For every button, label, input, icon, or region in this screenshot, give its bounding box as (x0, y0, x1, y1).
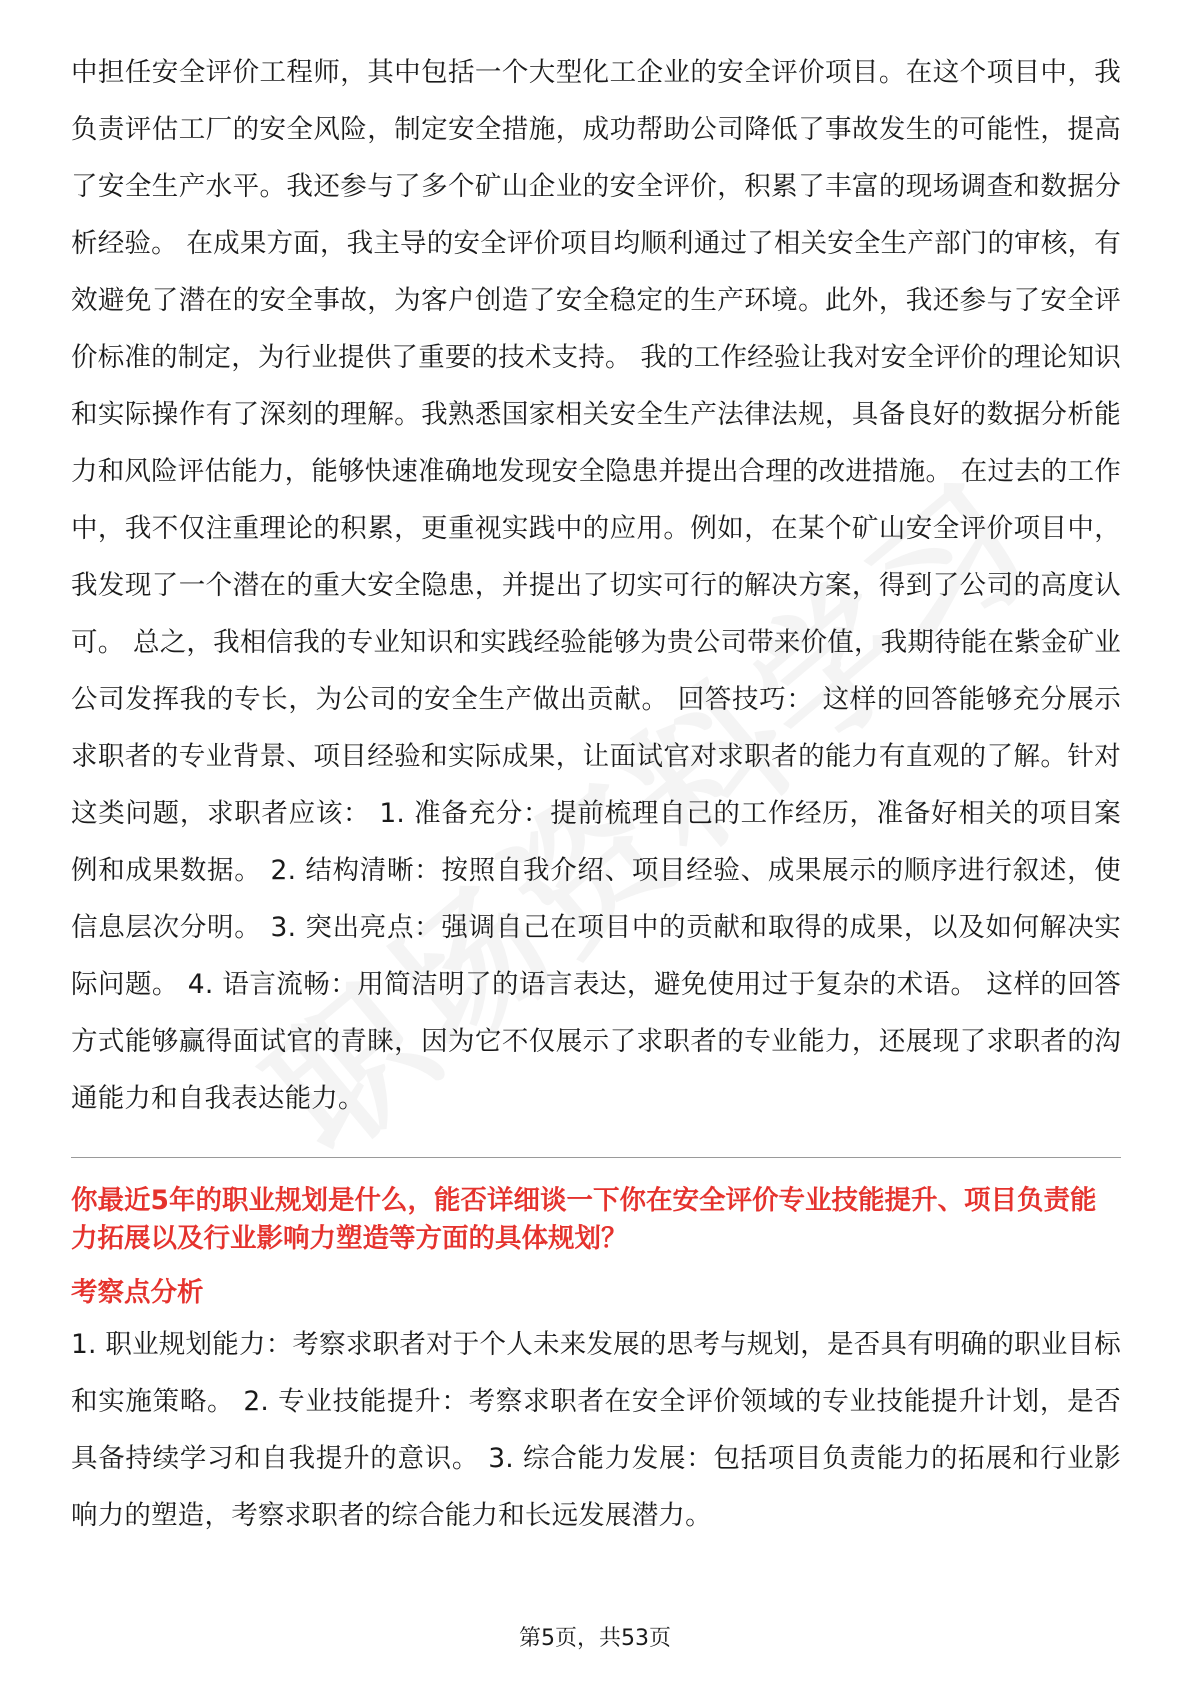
section-divider (71, 1157, 1121, 1158)
analysis-heading: 考察点分析 (71, 1277, 204, 1308)
analysis-text: 1. 职业规划能力：考察求职者对于个人未来发展的思考与规划，是否具有明确的职业目标和实施策略。 2. 专业技能提升：考察求职者在安全评价领域的专业技能提升计划，是否具备持续学习和自我提升的意识。 3. 综合能力发展：包括项目负责能力的拓展和行业影响力的塑造，考察求职者的综合能力和长远发展潜力。 (71, 1329, 1121, 1531)
interview-question: 你最近5年的职业规划是什么，能否详细谈一下你在安全评价专业技能提升、项目负责能力拓展以及行业影响力塑造等方面的具体规划？ (71, 1185, 1097, 1254)
answer-paragraph: 中担任安全评价工程师，其中包括一个大型化工企业的安全评价项目。在这个项目中，我负责评估工厂的安全风险，制定安全措施，成功帮助公司降低了事故发生的可能性，提高了安全生产水平。我还参与了多个矿山企业的安全评价，积累了丰富的现场调查和数据分析经验。 在成果方面，我主导的安全评价项目均顺利通过了相关安全生产部门的审核，有效避免了潜在的安全事故，为客户创造了安全稳定的生产环境。此外，我还参与了安全评价标准的制定，为行业提供了重要的技术支持。 我的工作经验让我对安全评价的理论知识和实际操作有了深刻的理解。我熟悉国家相关安全生产法律法规，具备良好的数据分析能力和风险评估能力，能够快速准确地发现安全隐患并提出合理的改进措施。 在过去的工作中，我不仅注重理论的积累，更重视实践中的应用。例如，在某个矿山安全评价项目中，我发现了一个潜在的重大安全隐患，并提出了切实可行的解决方案，得到了公司的高度认可。 总之，我相信我的专业知识和实践经验能够为贵公司带来价值，我期待能在紫金矿业公司发挥我的专长，为公司的安全生产做出贡献。 回答技巧： 这样的回答能够充分展示求职者的专业背景、项目经验和实际成果，让面试官对求职者的能力有直观的了解。针对这类问题，求职者应该： 1. 准备充分：提前梳理自己的工作经历，准备好相关的项目案例和成果数据。 2. 结构清晰：按照自我介绍、项目经验、成果展示的顺序进行叙述，使信息层次分明。 3. 突出亮点：强调自己在项目中的贡献和取得的成果，以及如何解决实际问题。 4. 语言流畅：用简洁明了的语言表达，避免使用过于复杂的术语。 这样的回答方式能够赢得面试官的青睐，因为它不仅展示了求职者的专业能力，还展现了求职者的沟通能力和自我表达能力。 (71, 57, 1121, 1114)
page-footer: 第5页，共53页 (519, 1626, 671, 1651)
page-content (71, 44, 1121, 1544)
